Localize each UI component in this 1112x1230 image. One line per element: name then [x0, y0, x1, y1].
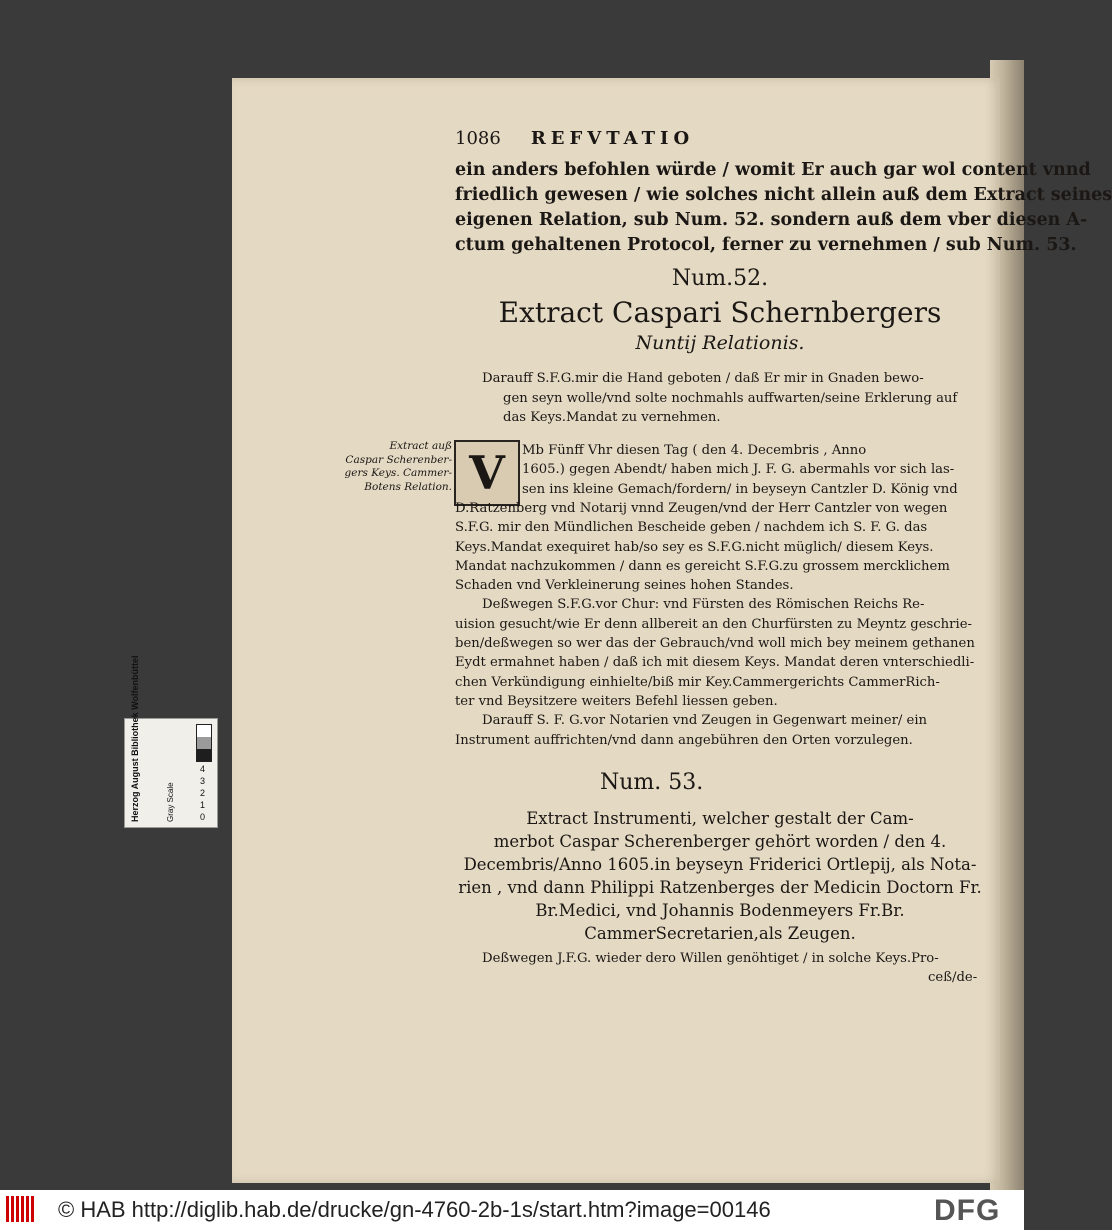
ruler-tick-label: 4: [200, 764, 206, 774]
text-line: Decembris/Anno 1605.in beyseyn Friderici Ortlepij, als Nota-: [463, 855, 977, 874]
ruler-tick-label: 0: [200, 812, 206, 822]
text-line: Deßwegen S.F.G.vor Chur: vnd Fürsten des Römischen Reichs Re-: [482, 597, 925, 613]
text-line: chen Verkündigung einhielte/biß mir Key.Cammergerichts CammerRich-: [455, 674, 940, 690]
footer-url[interactable]: © HAB http://diglib.hab.de/drucke/gn-4760-2b-1s/start.htm?image=00146: [58, 1197, 771, 1222]
text-line: Keys.Mandat exequiret hab/so sey es S.F.G.nicht müglich/ diesem Keys.: [455, 539, 934, 555]
text-line: Schaden vnd Verkleinerung seines hohen Standes.: [455, 578, 794, 594]
marginal-line: Botens Relation.: [364, 480, 452, 493]
text-line: ein anders befohlen würde / womit Er auch gar wol content vnnd: [455, 160, 1091, 180]
text-line: Mb Fünff Vhr diesen Tag ( den 4. Decembris , Anno: [522, 443, 867, 458]
marginal-line: gers Keys. Cammer-: [344, 467, 452, 479]
marginal-note: [340, 440, 452, 494]
marginal-line: Extract auß: [389, 440, 452, 452]
running-header: [455, 128, 694, 149]
text-line: merbot Caspar Scherenberger gehört worden / den 4.: [493, 832, 947, 851]
text-line: friedlich gewesen / wie solches nicht allein auß dem Extract seines: [455, 185, 1112, 205]
ruler-tick-label: 3: [200, 776, 206, 786]
text-line: sen ins kleine Gemach/fordern/ in beyseyn Cantzler D. König vnd: [522, 481, 958, 497]
decorated-initial: V: [454, 440, 520, 506]
dfg-logo: DFG: [934, 1194, 1001, 1227]
footer-bar: [0, 1190, 1024, 1230]
gray-scale-label: Gray Scale: [166, 782, 175, 822]
text-line: Eydt ermahnet haben / daß ich mit diesem Keys. Mandat deren vnterschiedli-: [455, 655, 975, 671]
marginal-line: Caspar Scherenber-: [345, 453, 452, 466]
text-line: Instrument auffrichten/vnd dann angebühren den Orten vorzulegen.: [455, 732, 913, 748]
text-line: Mandat nachzukommen / dann es gereicht S.F.G.zu grossem mercklichem: [455, 558, 950, 574]
page-number: 1086: [455, 128, 501, 149]
library-name-text: Herzog August Bibliothek Wolfenbüttel: [130, 655, 140, 822]
text-line: ter vnd Beysitzere weiters Befehl liessen geben.: [455, 693, 778, 709]
text-line: Deßwegen J.F.G. wieder dero Willen genöhtiget / in solche Keys.Pro-: [482, 951, 939, 966]
text-line: Extract Instrumenti, welcher gestalt der Cam-: [526, 809, 914, 828]
running-head: REFVTATIO: [530, 128, 695, 149]
ruler-tick-label: 2: [200, 788, 206, 798]
hab-logo-icon: [6, 1196, 42, 1224]
text-line: ceß/de-: [928, 970, 978, 985]
text-line: D.Ratzenberg vnd Notarij vnnd Zeugen/vnd der Herr Cantzler von wegen: [455, 500, 948, 516]
text-line: ben/deßwegen so wer das der Gebrauch/vnd woll mich bey meinem gethanen: [455, 636, 975, 651]
section2-num: Num. 53.: [600, 770, 704, 795]
text-line: gen seyn wolle/vnd solte nochmahls auffwarten/seine Erklerung auf: [503, 390, 958, 406]
gray-swatch: [197, 725, 211, 737]
text-line: S.F.G. mir den Mündlichen Bescheide geben / nachdem ich S. F. G. das: [455, 520, 928, 536]
gray-swatch: [197, 749, 211, 761]
section1-subtitle: Nuntij Relationis.: [635, 332, 805, 354]
text-line: 1605.) gegen Abendt/ haben mich J. F. G. abermahls vor sich las-: [522, 462, 955, 478]
section1-title: Extract Caspari Schernbergers: [498, 296, 942, 329]
gray-swatch: [197, 737, 211, 749]
text-line: ctum gehaltenen Protocol, ferner zu vernehmen / sub Num. 53.: [455, 235, 1077, 255]
text-line: rien , vnd dann Philippi Ratzenberges der Medicin Doctorn Fr.: [458, 878, 982, 897]
text-line: Br.Medici, vnd Johannis Bodenmeyers Fr.Br.: [535, 901, 905, 920]
ruler-tick-label: 1: [200, 800, 206, 810]
text-line: uision gesucht/wie Er denn allbereit an den Churfürsten zu Meyntz geschrie-: [455, 616, 972, 632]
text-line: eigenen Relation, sub Num. 52. sondern auß dem vber diesen A-: [455, 210, 1088, 230]
text-line: Darauff S.F.G.mir die Hand geboten / daß Er mir in Gnaden bewo-: [482, 371, 924, 386]
text-line: CammerSecretarien,als Zeugen.: [584, 924, 856, 943]
text-line: Darauff S. F. G.vor Notarien vnd Zeugen in Gegenwart meiner/ ein: [482, 713, 928, 729]
text-line: das Keys.Mandat zu vernehmen.: [503, 410, 721, 425]
section1-num: Num.52.: [671, 266, 769, 291]
gray-scale-swatches: [196, 724, 212, 762]
